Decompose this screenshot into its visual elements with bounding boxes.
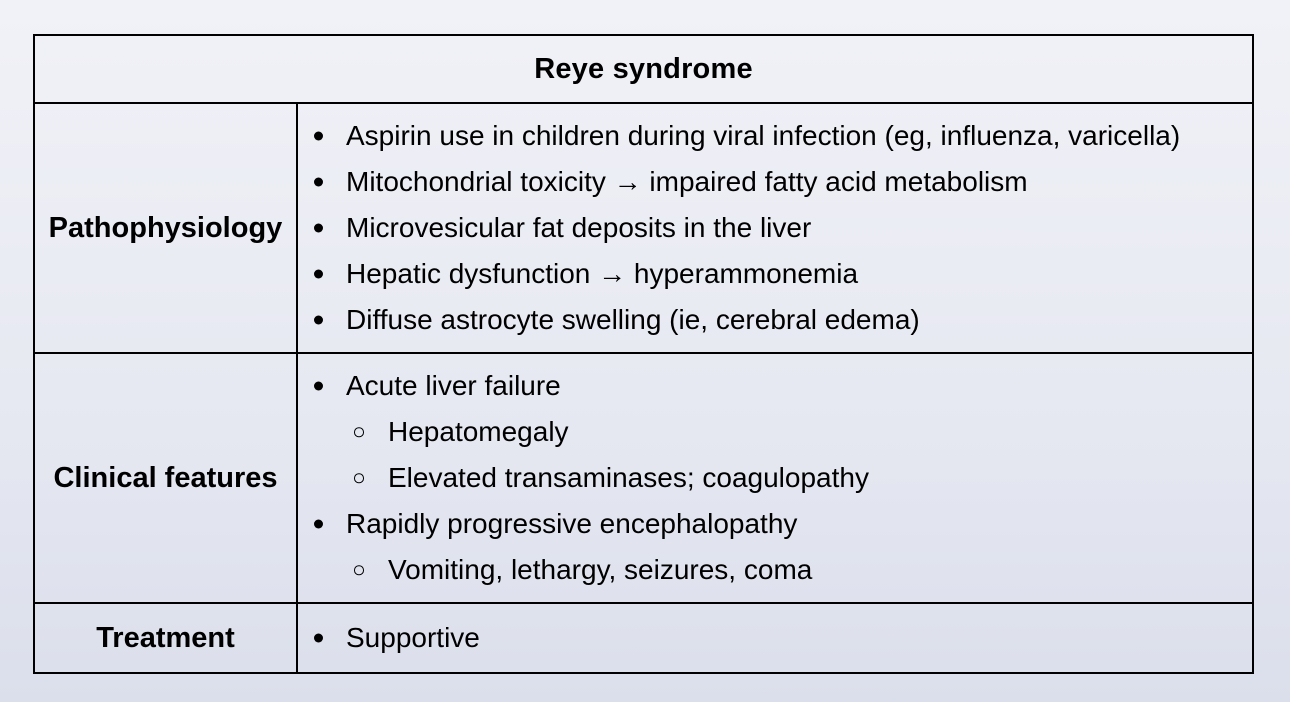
list-item-text: Diffuse astrocyte swelling (ie, cerebral edema)	[346, 304, 920, 335]
bullet-list	[298, 615, 1252, 661]
sub-list-item	[298, 455, 1252, 501]
list-item	[298, 159, 1252, 205]
bullet-icon	[314, 520, 323, 529]
bullet-list	[298, 113, 1252, 343]
list-item-text: Microvesicular fat deposits in the liver	[346, 212, 812, 243]
bullet-icon	[314, 382, 323, 391]
bullet-icon	[314, 316, 323, 325]
list-item-text: Mitochondrial toxicity → impaired fatty acid metabolism	[346, 166, 1028, 197]
open-circle-bullet-icon	[354, 565, 364, 575]
sub-list-item	[298, 547, 1252, 593]
list-item	[298, 251, 1252, 297]
bullet-list	[298, 363, 1252, 593]
sub-list-item	[298, 409, 1252, 455]
table-title: Reye syndrome	[534, 52, 753, 85]
bullet-icon	[314, 224, 323, 233]
row-label-pathophysiology: Pathophysiology	[35, 104, 298, 352]
bullet-icon	[314, 132, 323, 141]
bullet-icon	[314, 270, 323, 279]
list-item	[298, 205, 1252, 251]
bullet-icon	[314, 178, 323, 187]
row-content-treatment	[298, 604, 1252, 672]
list-item	[298, 363, 1252, 409]
list-item	[298, 615, 1252, 661]
list-item-text: Rapidly progressive encephalopathy	[346, 508, 798, 539]
open-circle-bullet-icon	[354, 427, 364, 437]
list-item-text: Elevated transaminases; coagulopathy	[388, 462, 869, 493]
list-item-text: Acute liver failure	[346, 370, 561, 401]
row-content-pathophysiology	[298, 104, 1252, 352]
list-item-text: Vomiting, lethargy, seizures, coma	[388, 554, 813, 585]
table-header-row	[35, 36, 1252, 104]
list-item	[298, 297, 1252, 343]
reye-syndrome-table	[33, 34, 1254, 674]
table-row-pathophysiology	[35, 104, 1252, 354]
list-item-text: Supportive	[346, 622, 480, 653]
list-item-text: Aspirin use in children during viral infection (eg, influenza, varicella)	[346, 120, 1181, 151]
list-item	[298, 501, 1252, 547]
row-label-clinical-features: Clinical features	[35, 354, 298, 602]
row-label-treatment: Treatment	[35, 604, 298, 672]
table-row-treatment	[35, 604, 1252, 672]
row-content-clinical-features	[298, 354, 1252, 602]
list-item	[298, 113, 1252, 159]
bullet-icon	[314, 634, 323, 643]
list-item-text: Hepatomegaly	[388, 416, 569, 447]
open-circle-bullet-icon	[354, 473, 364, 483]
table-row-clinical-features	[35, 354, 1252, 604]
list-item-text: Hepatic dysfunction → hyperammonemia	[346, 258, 859, 289]
